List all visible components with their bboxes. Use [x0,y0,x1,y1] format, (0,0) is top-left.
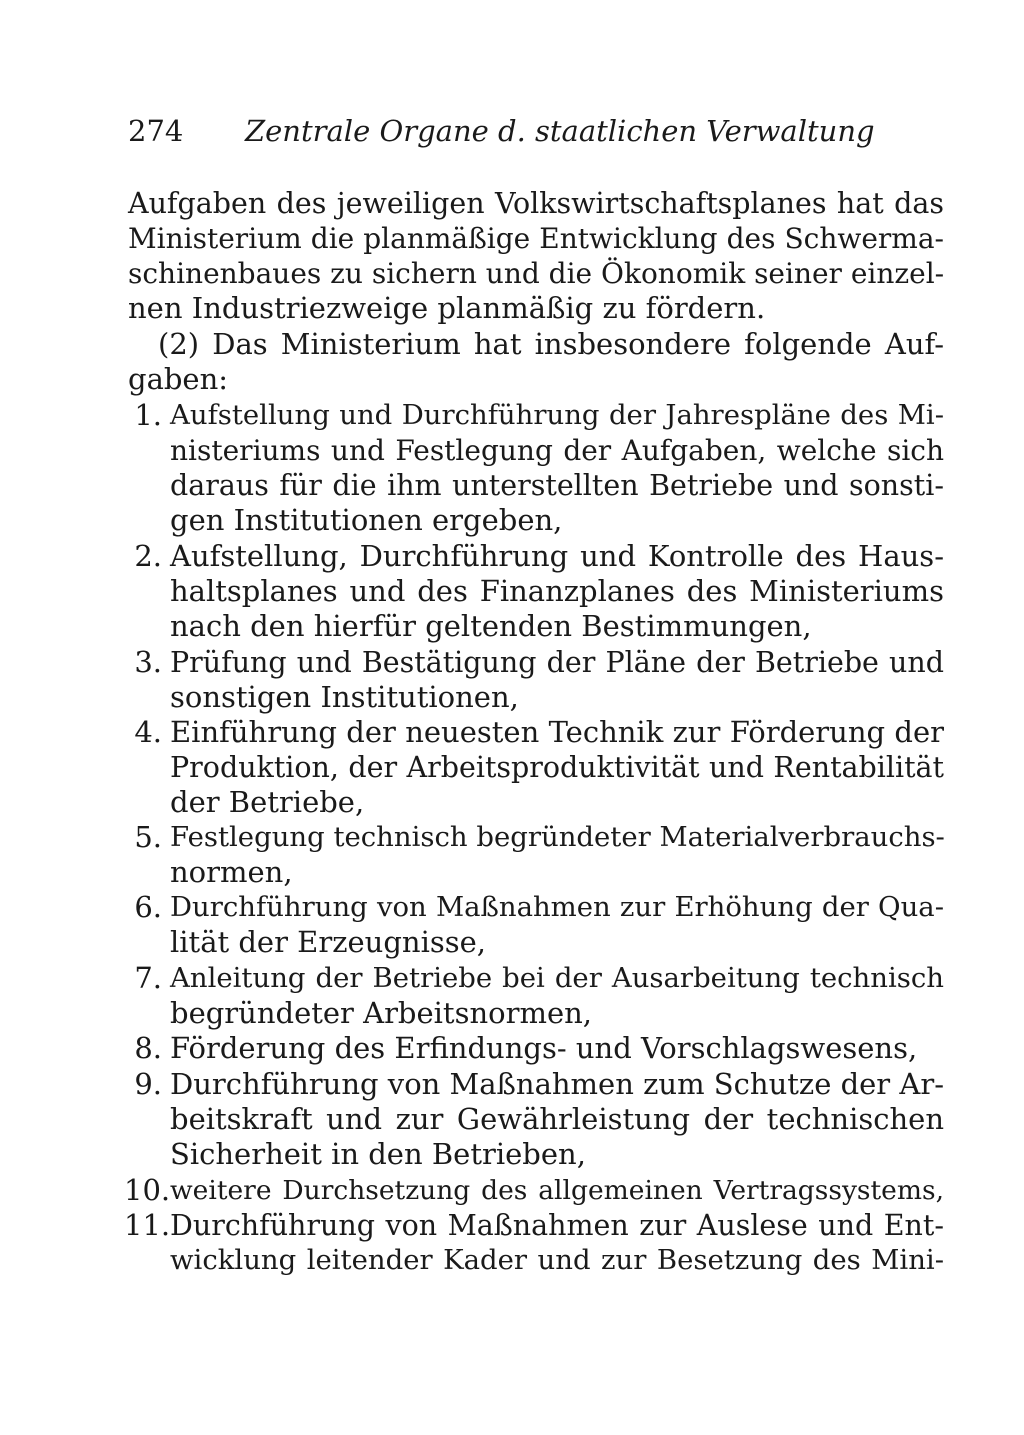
list-item-number: 5. [134,820,162,854]
text-line: Durchführung von Maßnahmen zum Schutze der Ar- [170,1067,944,1101]
list-item-number: 8. [134,1031,162,1065]
list-item-number: 4. [134,715,162,749]
text-line: Durchführung von Maßnahmen zur Auslese und Ent- [170,1209,944,1242]
text-line: Einführung der neuesten Technik zur Förderung der [170,715,944,749]
text-line: Produktion, der Arbeitsproduktivität und Rentabilität [170,751,944,784]
list-item-number: 3. [134,645,162,679]
list-item-number: 6. [134,890,162,924]
list-item-number: 2. [134,539,162,573]
text-line: Ministerium die planmäßige Entwicklung des Schwerma- [128,222,944,255]
text-line: Förderung des Erfindungs- und Vorschlagswesens, [170,1031,918,1065]
page-number: 274 [128,114,184,148]
text-line: (2) Das Ministerium hat insbesondere folgende Auf- [158,327,944,361]
running-title: Zentrale Organe d. staatlichen Verwaltung [245,114,875,148]
text-line: sonstigen Institutionen, [170,680,519,714]
text-line: nach den hierfür geltenden Bestimmungen, [170,609,812,643]
text-line: nisteriums und Festlegung der Aufgaben, welche sich [170,434,944,467]
page-header [128,108,958,154]
text-line: wicklung leitender Kader und zur Besetzung des Mini- [170,1244,944,1276]
text-line: Prüfung und Bestätigung der Pläne der Betriebe und [170,646,944,679]
list-item-number: 11. [124,1208,171,1242]
list-item-number: 1. [134,398,162,432]
text-line: der Betriebe, [170,785,365,819]
text-line: normen, [170,855,293,889]
text-line: Sicherheit in den Betrieben, [170,1137,586,1171]
text-line: lität der Erzeugnisse, [170,925,486,959]
text-line: daraus für die ihm unterstellten Betriebe und sonsti- [170,469,944,502]
list-item-number: 9. [134,1067,162,1101]
list-item-number: 10. [124,1173,171,1207]
text-line: nen Industriezweige planmäßig zu fördern. [128,291,766,325]
text-line: weitere Durchsetzung des allgemeinen Vertragssystems, [170,1175,944,1206]
text-line: Aufstellung und Durchführung der Jahrespläne des Mi- [170,399,944,431]
text-line: gen Institutionen ergeben, [170,503,563,537]
text-line: schinenbaues zu sichern und die Ökonomik seiner einzel- [128,257,945,290]
text-line: Festlegung technisch begründeter Materialverbrauchs- [170,821,945,853]
text-line: Aufstellung, Durchführung und Kontrolle des Haus- [170,539,944,573]
list-item-number: 7. [134,961,162,995]
text-line: Durchführung von Maßnahmen zur Erhöhung der Qua- [170,891,944,923]
text-line: Anleitung der Betriebe bei der Ausarbeitung technisch [170,962,944,994]
text-line: beitskraft und zur Gewährleistung der technischen [170,1102,944,1136]
text-line: Aufgaben des jeweiligen Volkswirtschaftsplanes hat das [128,187,944,220]
text-line: begründeter Arbeitsnormen, [170,996,593,1030]
text-line: haltsplanes und des Finanzplanes des Ministeriums [170,574,944,608]
text-line: gaben: [128,362,229,396]
